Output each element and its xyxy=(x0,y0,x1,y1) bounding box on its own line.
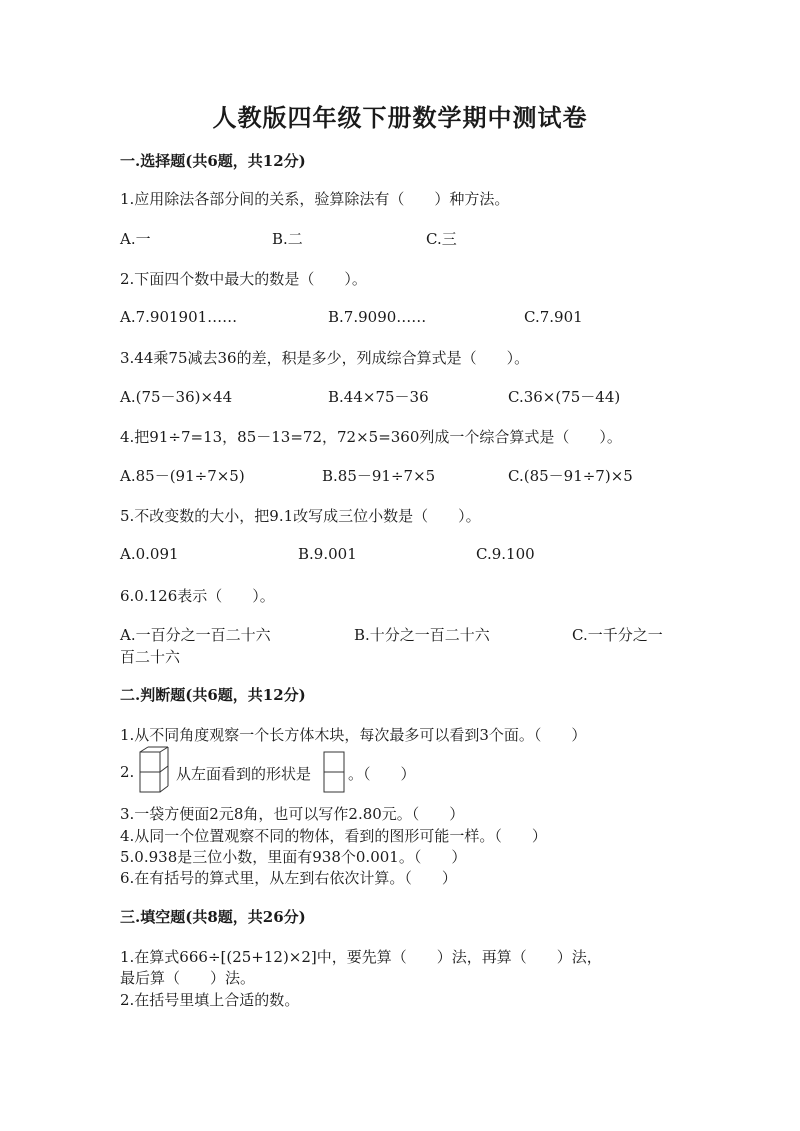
question-text: 从左面看到的形状是 xyxy=(176,765,312,783)
question-text: 3.44乘75减去36的差，积是多少，列成综合算式是（ ）。 xyxy=(120,349,530,367)
question-text: 2.在括号里填上合适的数。 xyxy=(120,991,300,1009)
option-a: A.(75－36)×44 xyxy=(120,388,233,406)
section-heading-judgment: 二.判断题(共6题，共12分) xyxy=(120,686,306,704)
option-a: A.7.901901…… xyxy=(120,308,238,326)
question-number: 2. xyxy=(120,763,135,781)
option-b: B.十分之一百二十六 xyxy=(354,626,490,644)
section-heading-fill-blank: 三.填空题(共8题，共26分) xyxy=(120,908,306,926)
option-a: A.0.091 xyxy=(120,545,179,563)
question-text: 1.应用除法各部分间的关系，验算除法有（ ）种方法。 xyxy=(120,190,510,208)
option-c: C.36×(75－44) xyxy=(508,388,621,406)
option-c: C.一千分之一 xyxy=(572,626,663,644)
stacked-cubes-figure xyxy=(138,746,174,794)
option-c-wrap: 百二十六 xyxy=(120,648,181,666)
section-heading-choice: 一.选择题(共6题，共12分) xyxy=(120,152,306,170)
question-text: 4.把91÷7=13，85－13=72，72×5=360列成一个综合算式是（ ）。 xyxy=(120,428,622,446)
question-text: 1.在算式666÷[(25+12)×2]中，要先算（ ）法，再算（ ）法， xyxy=(120,948,602,966)
option-b: B.85－91÷7×5 xyxy=(322,467,436,485)
question-suffix: 。（ ） xyxy=(348,765,416,783)
question-text: 1.从不同角度观察一个长方体木块，每次最多可以看到3个面。（ ） xyxy=(120,726,587,744)
option-b: B.44×75－36 xyxy=(328,388,429,406)
option-b: B.7.9090…… xyxy=(328,308,427,326)
question-text: 5.0.938是三位小数，里面有938个0.001。（ ） xyxy=(120,848,467,866)
page-title: 人教版四年级下册数学期中测试卷 xyxy=(212,103,588,132)
option-a: A.一 xyxy=(120,230,151,248)
option-c: C.三 xyxy=(426,230,457,248)
question-text: 6.0.126表示（ ）。 xyxy=(120,587,275,605)
option-c: C.(85－91÷7)×5 xyxy=(508,467,633,485)
option-c: C.7.901 xyxy=(524,308,583,326)
option-b: B.二 xyxy=(272,230,303,248)
question-text: 4.从同一个位置观察不同的物体，看到的图形可能一样。（ ） xyxy=(120,827,547,845)
option-b: B.9.001 xyxy=(298,545,357,563)
option-c: C.9.100 xyxy=(476,545,535,563)
option-a: A.一百分之一百二十六 xyxy=(120,626,271,644)
question-text: 2.下面四个数中最大的数是（ ）。 xyxy=(120,270,367,288)
question-text-wrap: 最后算（ ）法。 xyxy=(120,969,256,987)
left-view-figure xyxy=(322,750,346,794)
question-text: 5.不改变数的大小，把9.1改写成三位小数是（ ）。 xyxy=(120,507,481,525)
question-text: 6.在有括号的算式里，从左到右依次计算。（ ） xyxy=(120,869,457,887)
option-a: A.85－(91÷7×5) xyxy=(120,467,245,485)
question-text: 3.一袋方便面2元8角，也可以写作2.80元。（ ） xyxy=(120,805,465,823)
